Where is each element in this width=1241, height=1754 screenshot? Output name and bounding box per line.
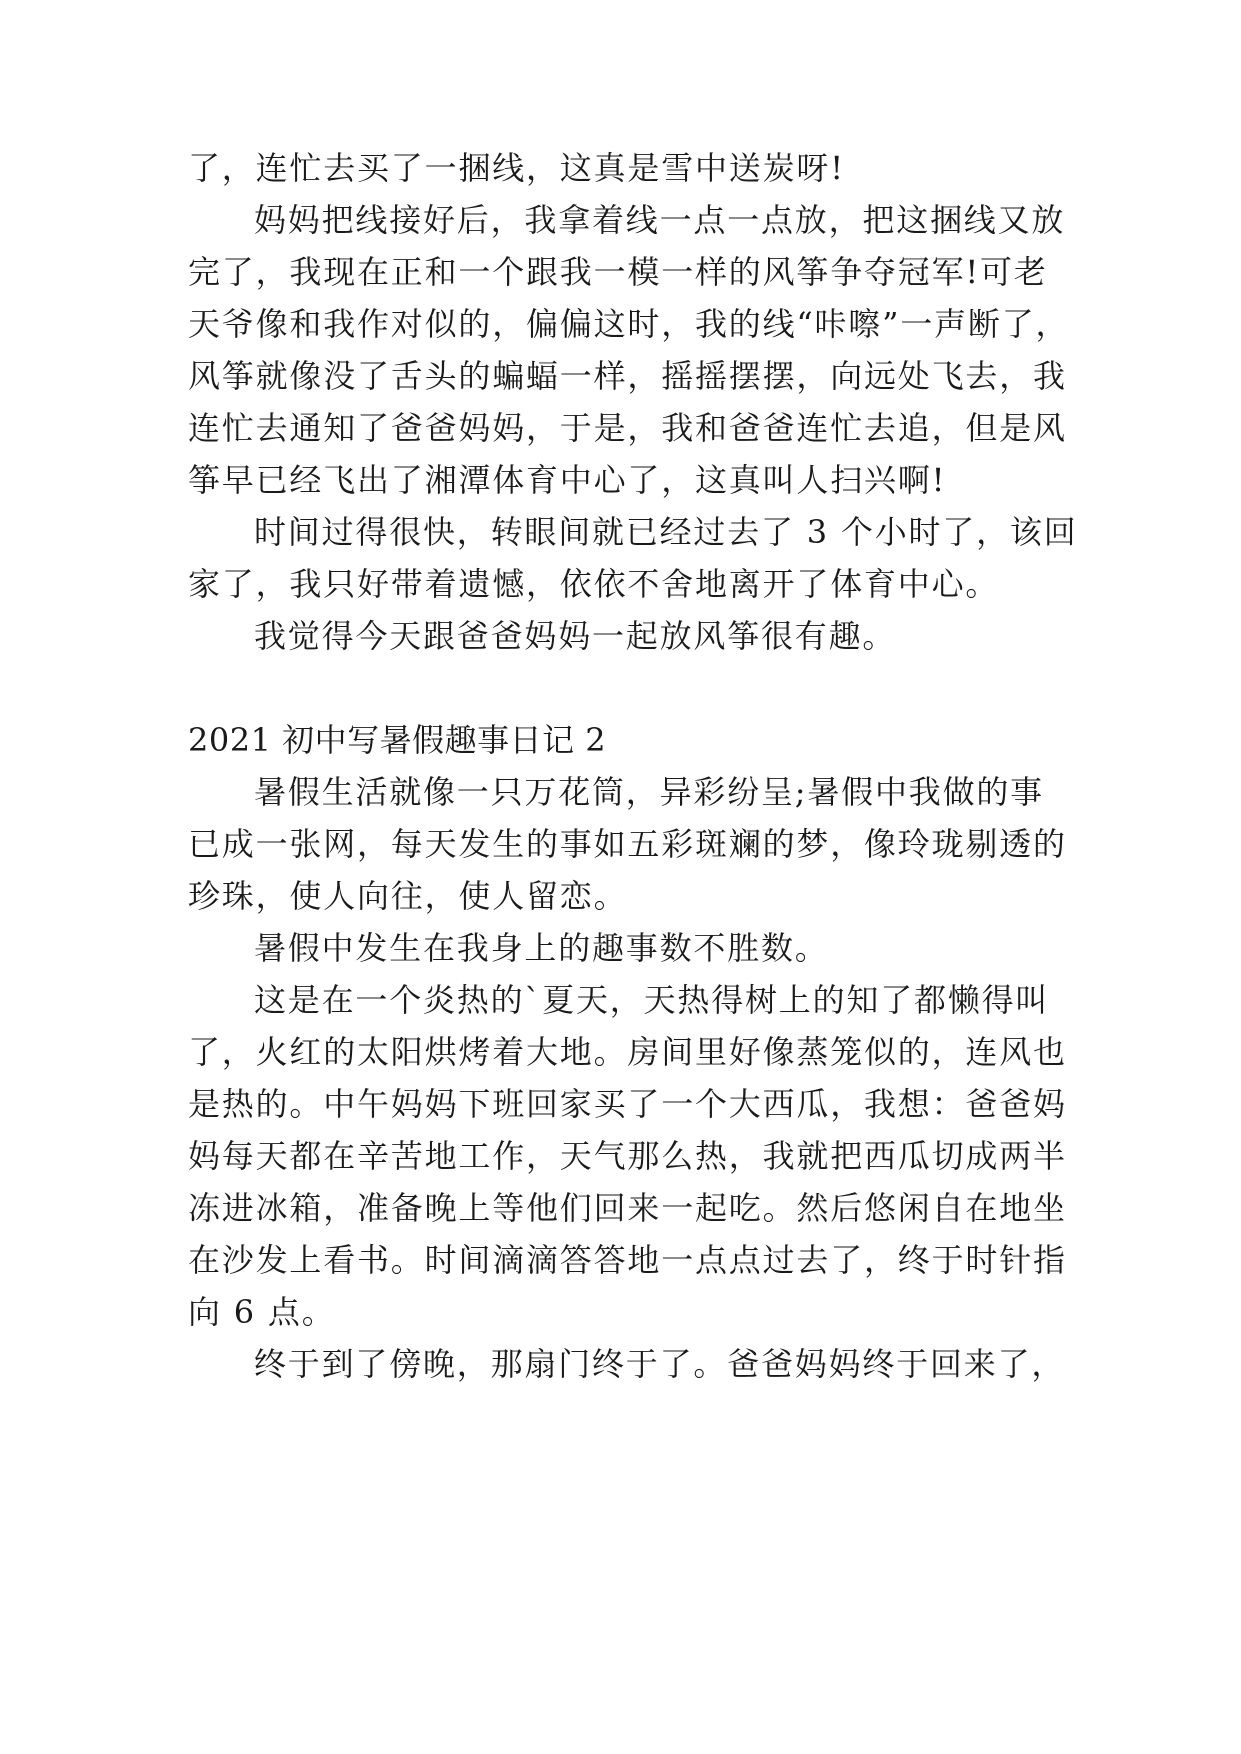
text-line: 了，连忙去买了一捆线，这真是雪中送炭呀!	[188, 149, 845, 187]
section-heading: 2021 初中写暑假趣事日记 2	[188, 721, 607, 759]
text-line: 冻进冰箱，准备晚上等他们回来一起吃。然后悠闲自在地坐	[188, 1189, 1067, 1227]
text-line: 筝早已经飞出了湘潭体育中心了，这真叫人扫兴啊!	[188, 461, 947, 499]
text-line: 了，火红的太阳烘烤着大地。房间里好像蒸笼似的，连风也	[188, 1033, 1067, 1071]
text-line: 妈妈把线接好后，我拿着线一点一点放，把这捆线又放	[254, 201, 1066, 239]
text-line: 向 6 点。	[188, 1293, 336, 1331]
text-line: 连忙去通知了爸爸妈妈，于是，我和爸爸连忙去追，但是风	[188, 409, 1067, 447]
text-line: 是热的。中午妈妈下班回家买了一个大西瓜，我想：爸爸妈	[188, 1085, 1067, 1123]
text-line: 时间过得很快，转眼间就已经过去了 3 个小时了，该回	[254, 513, 1078, 551]
text-line: 天爷像和我作对似的，偏偏这时，我的线“咔嚓”一声断了，	[188, 305, 1070, 343]
text-line: 风筝就像没了舌头的蝙蝠一样，摇摇摆摆，向远处飞去，我	[188, 357, 1067, 395]
text-line: 家了，我只好带着遗憾，依依不舍地离开了体育中心。	[188, 565, 1000, 603]
text-line: 已成一张网，每天发生的事如五彩斑斓的梦，像玲珑剔透的	[188, 825, 1067, 863]
text-line: 我觉得今天跟爸爸妈妈一起放风筝很有趣。	[254, 617, 897, 655]
text-line: 在沙发上看书。时间滴滴答答地一点点过去了，终于时针指	[188, 1241, 1067, 1279]
text-line: 珍珠，使人向往，使人留恋。	[188, 877, 628, 915]
text-line: 暑假中发生在我身上的趣事数不胜数。	[254, 929, 829, 967]
text-line: 完了，我现在正和一个跟我一模一样的风筝争夺冠军!可老	[188, 253, 1048, 291]
text-line: 终于到了傍晚，那扇门终于了。爸爸妈妈终于回来了，	[254, 1345, 1066, 1383]
text-line: 这是在一个炎热的`夏天，天热得树上的知了都懒得叫	[254, 981, 1050, 1019]
text-line: 妈每天都在辛苦地工作，天气那么热，我就把西瓜切成两半	[188, 1137, 1067, 1175]
text-line: 暑假生活就像一只万花筒，异彩纷呈;暑假中我做的事	[254, 773, 1044, 811]
